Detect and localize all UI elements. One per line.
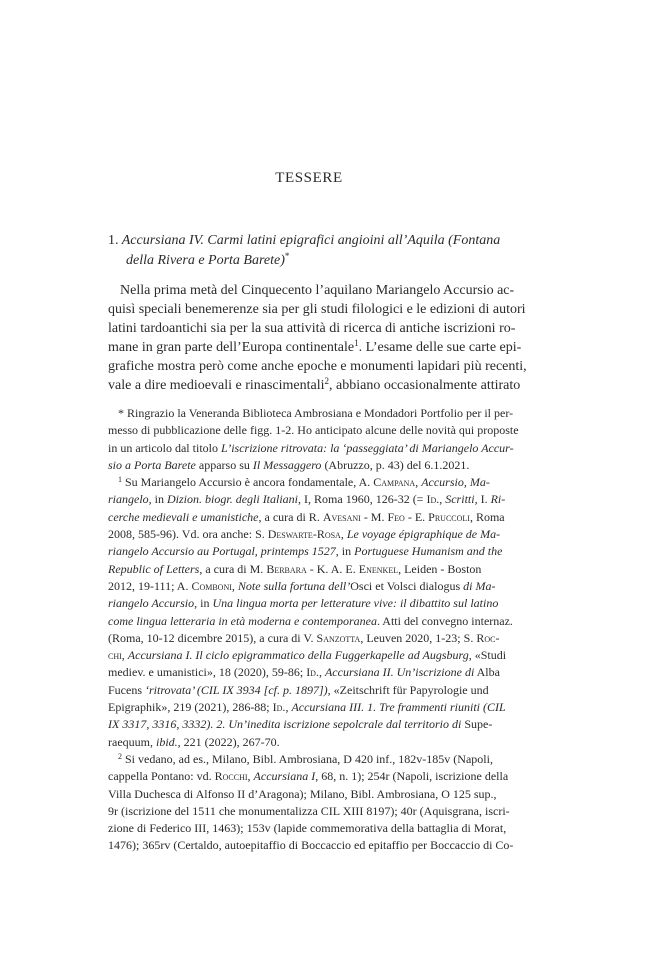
footnote-title: Republic of Letters [108,561,200,576]
footnote-line [108,630,502,647]
footnote-text: , [415,475,422,490]
footnote-line [108,526,502,543]
footnote-line: Villa Duchesca di Alfonso II d’Aragona); Milano, Bibl. Ambrosiana, O 125 sup., [108,786,497,801]
footnote-text: , Leuven 2020, 1-23; S. [360,630,477,645]
footnote-text: , a cura di M. [199,561,267,576]
footnote-title: Accursiana II. Un’iscrizione di [324,665,475,680]
footnote-text: (Roma, 10-12 dicembre 2015), a cura di V. [108,630,317,645]
footnote-text: , Roma [469,509,505,524]
body-line: grafiche mostra però come anche epoche e monumenti lapidari più recenti, [108,359,527,374]
footnote-line [108,699,506,716]
section-number: 1. [108,233,119,248]
footnote-line [108,734,502,751]
body-line: Nella prima metà del Cinquecento l’aquilano Mariangelo Accursio ac- [120,283,515,298]
footnote-title: Accursiana III. 1. Tre frammenti riuniti (CIL [291,700,506,715]
footnote-line [108,440,514,457]
footnote-text: . Atti del convegno internaz. [376,613,513,628]
body-paragraph [108,281,527,395]
footnote-title: Note sulla fortuna dell’ [237,578,351,593]
footnote-text: , [121,648,128,663]
author-name: Enenkel [358,561,399,576]
footnote-text: Si vedano, ad es., Milano, Bibl. Ambrosiana, D 420 inf., 182v-185v (Napoli, [122,751,493,766]
footnotes [108,405,519,855]
footnote-line [108,768,509,785]
footnote-line [108,613,513,630]
footnote-line [108,561,502,578]
footnote-line [108,682,502,699]
footnote-text: Su Mariangelo Accursio è ancora fondamentale, A. [122,475,374,490]
footnote-line [108,457,502,474]
footnote-mark: 1 [118,475,122,485]
footnote-text: , I. [474,492,491,507]
footnote-text: Osci et Volsci dialogus [350,578,461,593]
footnote-title: riangelo Accursio [108,596,195,611]
footnote-line [108,664,502,681]
author-name: Roc- [476,630,500,645]
footnote-title: Una lingua morta per letterature vive: il dibattito sul latino [212,596,499,611]
footnote-ref-2[interactable]: 2 [324,376,330,386]
footnote-text: Fucens [108,682,145,697]
footnote-1 [108,474,502,491]
footnote-text: - E. [404,509,429,524]
footnote-text: , [439,492,446,507]
footnote-text: , [285,700,292,715]
footnote-title: Accursiana I. Il ciclo epigrammatico della Fuggerkapelle ad Augsburg [127,648,469,663]
footnote-title: Portuguese Humanism and the [354,544,503,559]
page-title: TESSERE [275,170,343,186]
footnote-title: Accursio, Ma- [421,475,490,490]
footnote-text: cappella Pontano: vd. [108,769,215,784]
body-line: latini tardoantichi sia per la sua attività di ricerca di antiche iscrizioni ro- [108,321,516,336]
footnote-text: - K. A. E. [306,561,359,576]
footnote-title: IX 3317, 3316, 3332). 2. Un’inedita iscrizione sepolcrale dal territorio di [108,717,462,732]
footnote-text: mediev. e umanistici», 18 (2020), 59-86; [108,665,307,680]
author-name: Deswarte-Rosa [267,527,341,542]
footnote-line: messo di pubblicazione delle figg. 1-2. Ho anticipato alcune delle novità qui proposte [108,423,519,438]
footnote-title: Scritti [445,492,475,507]
footnote-line [108,491,506,508]
footnote-text: - M. [360,509,388,524]
footnote-mark: * [118,406,124,420]
footnote-line: 1476); 365rv (Certaldo, autoepitaffio di Boccaccio ed epitaffio per Boccaccio di Co- [108,838,514,853]
footnote-text: , in [194,596,213,611]
footnote-text: , Leiden - Boston [398,561,482,576]
body-text-run: . L’esame delle sue carte epi- [358,340,522,355]
footnote-text: apparso su [195,457,253,472]
author-name: Avesani [322,509,361,524]
footnote-title: ‘ritrovata’ (CIL IX 3934 [cf. p. 1897]) [145,682,328,697]
author-name: Pruccoli [428,509,470,524]
body-text-run: mane in gran parte dell’Europa continentale [108,340,355,355]
author-name: Comboni [191,578,232,593]
author-name: Id. [306,665,319,680]
footnote-line [108,509,505,526]
footnote-text: , I, Roma 1960, 126-32 (= [298,492,427,507]
footnote-text: , in [335,544,355,559]
author-name: Berbara [266,561,307,576]
footnote-ref-1[interactable]: 1 [354,338,359,348]
author-name: Campana [373,475,416,490]
body-line: quisì speciali benemerenze sia per gli studi filologici e le edizioni di autori [108,302,526,317]
footnote-text: , [231,578,238,593]
footnote-text: Alba [474,665,500,680]
footnote-2 [108,751,502,768]
body-line [108,338,522,357]
footnote-star [108,405,514,422]
author-name: Id. [272,700,286,715]
footnote-line [108,578,502,595]
author-name: Sanzotta [316,630,361,645]
footnote-text: , [247,769,254,784]
footnote-text: , in [148,492,168,507]
footnote-text: , 221 (2022), 267-70. [177,734,280,749]
footnote-line [108,595,502,612]
footnote-title: cerche medievali e umanistiche [108,509,259,524]
footnote-text: Epigraphik», 219 (2021), 286-88; [108,700,273,715]
footnote-text: , 68, n. 1); 254r (Napoli, iscrizione della [315,769,509,784]
footnote-line: 9r (iscrizione del 1511 che monumentalizza CIL XIII 8197); 40r (Aquisgrana, iscri- [108,803,510,818]
body-line [108,376,521,395]
footnote-text: , «Studi [468,648,507,663]
footnote-text: 2012, 19-111; A. [108,578,192,593]
footnote-text: Ringrazio la Veneranda Biblioteca Ambrosiana e Mondadori Portfolio per il per- [124,406,514,420]
author-name: Id. [426,492,440,507]
footnote-text: 2008, 585-96). Vd. ora anche: S. [108,527,268,542]
section-heading [108,231,520,271]
footnote-title: riangelo Accursio au Portugal, printemps 1527 [108,544,336,559]
author-name: Rocchi [214,769,248,784]
body-text-run: , abbiano occasionalmente attirato [329,378,521,393]
footnote-text: , «Zeitschrift für Papyrologie und [327,682,489,697]
footnote-text: , a cura di R. [258,509,323,524]
footnote-title: Accursiana I [253,769,316,784]
footnote-title: Ri- [490,492,506,507]
footnote-title: di Ma- [460,578,496,593]
footnote-title: Dizion. biogr. degli Italiani [167,492,299,507]
author-name: Feo [387,509,405,524]
footnote-line: zione di Federico III, 1463); 153v (lapide commemorativa della battaglia di Morat, [108,821,507,836]
footnote-text: Supe- [461,717,493,732]
footnote-line [108,543,502,560]
footnote-text: , [318,665,325,680]
footnote-line [108,647,507,664]
footnote-title: sio a Porta Barete [108,457,196,472]
footnote-mark: 2 [118,751,122,761]
footnote-line [108,716,502,733]
footnote-title: Le voyage épigraphique de Ma- [346,527,501,542]
footnote-text: in un articolo dal titolo [108,440,221,455]
footnote-title: come lingua letteraria in età moderna e contemporanea [108,613,377,628]
footnote-text: (Abruzzo, p. 43) del 6.1.2021. [321,457,470,472]
section-title-line-1: Accursiana IV. Carmi latini epigrafici angioini all’Aquila (Fontana della [121,233,501,268]
footnote-title: ibid. [155,734,178,749]
author-name: chi [108,648,122,663]
body-text-run: vale a dire medioevali e rinascimentali [108,378,325,393]
footnote-title: L’iscrizione ritrovata: la ‘passeggiata’ di Mariangelo Accur- [220,440,514,455]
section-title-line-2: Rivera e Porta Barete) [157,253,285,268]
section-note-mark[interactable]: * [284,251,290,261]
footnote-text: , [340,527,347,542]
footnote-title: Il Messaggero [252,457,322,472]
footnote-text: raequum, [108,734,156,749]
footnote-title: riangelo [108,492,149,507]
